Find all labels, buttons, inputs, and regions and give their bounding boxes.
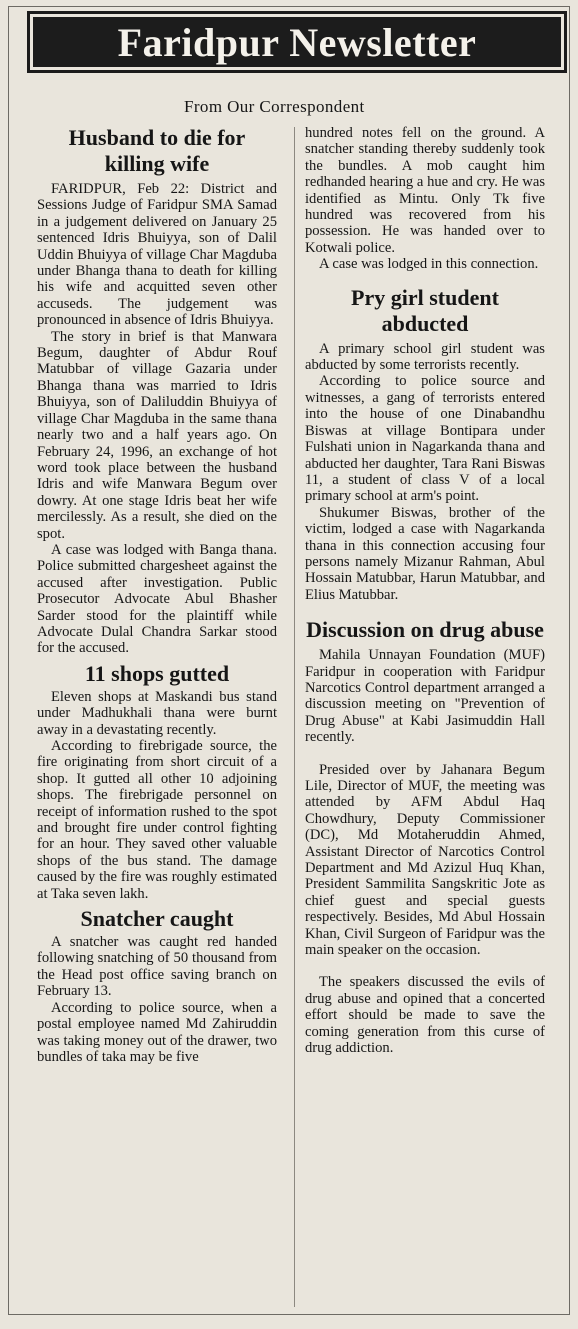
article-paragraph: Shukumer Biswas, brother of the victim, lodged a case with Nagarkanda thana in this connection accusing four persons namely Mizanur Rahman, Abul Hossain Matubbar, Harun Matubbar, and Elius Matubbar.	[305, 504, 545, 603]
article-pry	[305, 285, 545, 604]
masthead-banner	[33, 17, 561, 67]
left-column	[37, 125, 277, 1065]
byline: From Our Correspondent	[184, 97, 365, 116]
masthead	[27, 11, 567, 73]
article-headline: Discussion on drug abuse	[306, 617, 544, 643]
article-headline: Snatcher caught	[80, 906, 234, 932]
article-paragraph: The story in brief is that Manwara Begum, daughter of Abdur Rouf Matubbar of village Gazaria under Bhanga thana was married to Idris Bhuiyya, son of Daliluddin Bhuiyya of village Char Magduba in the same thana nearly two and a half years ago. On February 24, 1996, an exchange of hot word took place between the husband Idris and wife Manwara Begum over dowry. At one stage Idris beat her wife mercilessly. As a result, she died on the spot.	[37, 328, 277, 542]
article-paragraph: FARIDPUR, Feb 22: District and Sessions Judge of Faridpur SMA Samad in a judgement delivered on January 25 sentenced Idris Bhuiyya, son of Dalil Uddin Bhuiyya of village Char Magduba under Bhanga thana to death for killing his wife and acquitted seven other accuseds. The judgement was pronounced in absence of Idris Bhuiyya.	[37, 181, 277, 329]
masthead-title: Faridpur Newsletter	[117, 19, 477, 65]
article-shops	[37, 661, 277, 902]
right-column	[305, 125, 545, 1057]
article-headline: Pry girl student abducted	[351, 284, 499, 336]
article-drug	[305, 617, 545, 1056]
article-paragraph: hundred notes fell on the ground. A snatcher standing thereby suddenly took the bundles. A mob caught him redhanded hearing a hue and cry. He was identified as Mintu. Only Tk five hundred was recovered from his possession. He was handed over to Kotwali police.	[305, 125, 545, 256]
article-paragraph: According to firebrigade source, the fire originating from short circuit of a shop. It gutted all other 10 adjoining shops. The firebrigade personnel on receipt of information rushed to the spot and brought fire under control fighting for an hour. They saved other valuable shops of the bus stand. The damage caused by the fire was roughly estimated at Taka seven lakh.	[37, 738, 277, 902]
article-husband	[37, 125, 277, 657]
article-paragraph: A case was lodged with Banga thana. Police submitted chargesheet against the accused after investigation. Public Prosecutor Advocate Abul Bhasher Sarder stood for the plaintiff while Advocate Dulal Chandra Sarkar stood for the accused.	[37, 541, 277, 657]
article-paragraph: According to police source, when a postal employee named Md Zahiruddin was taking money out of the drawer, two bundles of taka may be five	[37, 999, 277, 1065]
article-paragraph: Eleven shops at Maskandi bus stand under Madhukhali thana were burnt away in a devastating recently.	[37, 688, 277, 738]
column-divider	[294, 127, 295, 1307]
article-paragraph: Presided over by Jahanara Begum Lile, Director of MUF, the meeting was attended by AFM Abdul Haq Chowdhury, Deputy Commissioner (DC), Md Motaheruddin Ahmed, Assistant Director of Narcotics Control Department and Md Azizul Huq Khan, President Sammilita Sangskritic Jote as chief guest and special guests respectively. Besides, Md Abul Hossain Khan, Civil Surgeon of Faridpur was the main speaker on the occasion.	[305, 761, 545, 959]
article-snatcher	[37, 906, 277, 1065]
newspaper-page	[8, 6, 570, 1315]
article-paragraph: A primary school girl student was abducted by some terrorists recently.	[305, 340, 545, 374]
article-paragraph: A case was lodged in this connection.	[319, 256, 539, 273]
article-headline: Husband to die for killing wife	[68, 125, 246, 176]
article-snatcher-continued	[305, 125, 545, 273]
article-paragraph: Mahila Unnayan Foundation (MUF) Faridpur in cooperation with Faridpur Narcotics Control department arranged a discussion meeting on "Prevention of Drug Abuse" at Kabi Jasimuddin Hall recently.	[305, 647, 545, 746]
article-paragraph: The speakers discussed the evils of drug abuse and opined that a concerted effort should be made to save the coming generation from this curse of drug addiction.	[305, 974, 545, 1057]
article-headline: 11 shops gutted	[84, 660, 230, 686]
article-paragraph: A snatcher was caught red handed following snatching of 50 thousand from the Head post office saving branch on February 13.	[37, 934, 277, 1000]
article-paragraph: According to police source and witnesses, a gang of terrorists entered into the house of one Dinabandhu Biswas at village Bontipara under Fulshati union in Nagarkanda thana and abducted her daughter, Tara Rani Biswas 11, a student of class V of a local primary school at arm's point.	[305, 373, 545, 505]
